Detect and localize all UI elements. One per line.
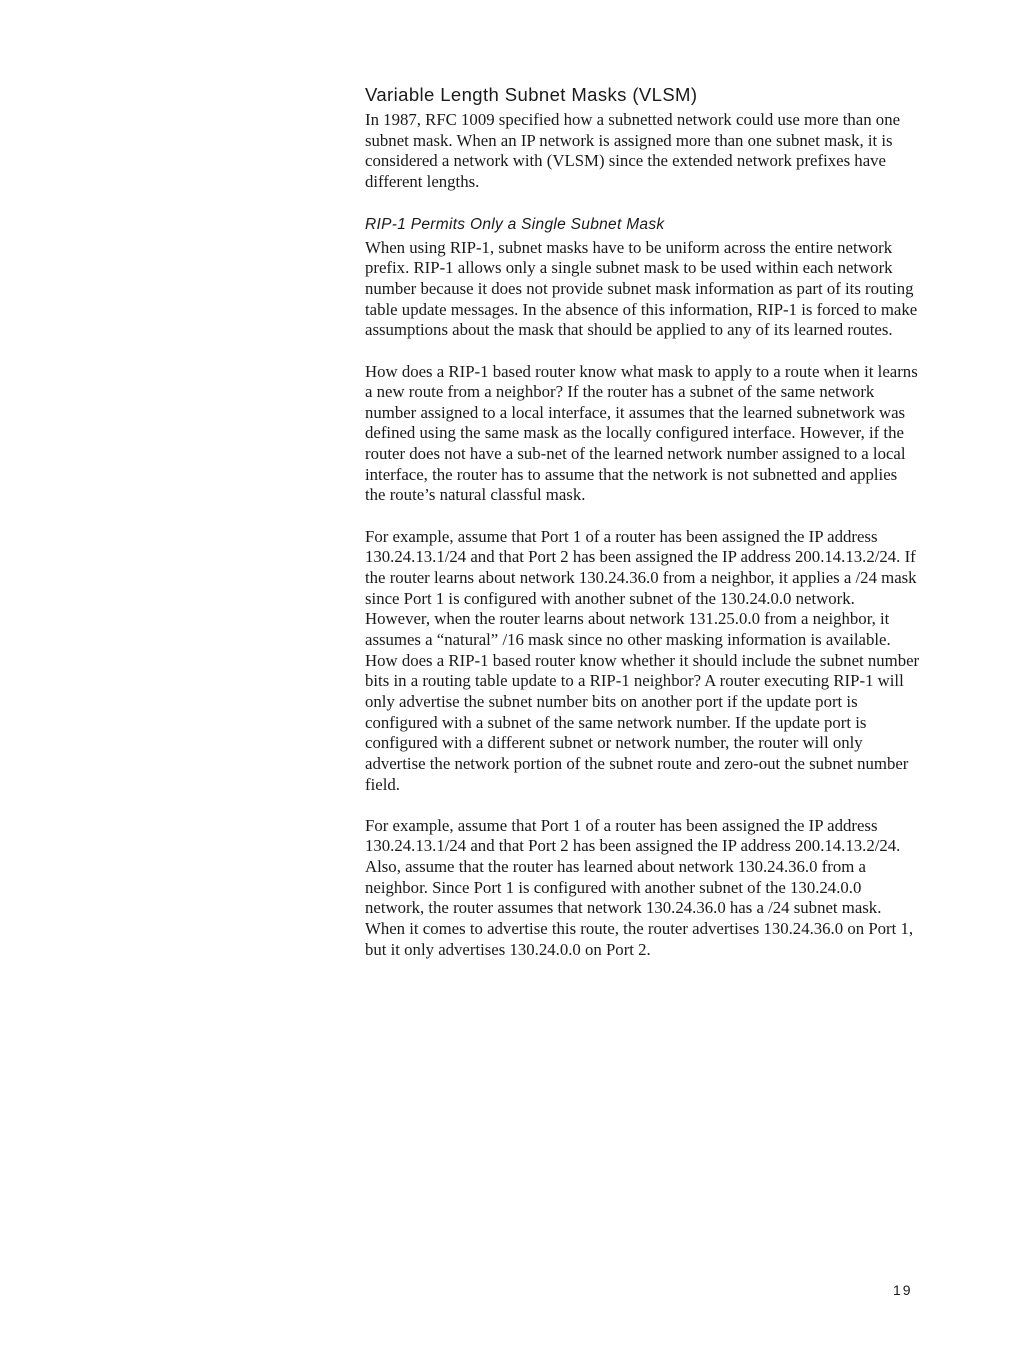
page-number: 19: [893, 1282, 913, 1298]
body-paragraph-4: For example, assume that Port 1 of a router has been assigned the IP address 130.24.13.1/24 and that Port 2 has been assigned the IP address 200.14.13.2/24. Also, assume that the router has learned about network 130.24.36.0 from a neighbor. Since Port 1 is configured with another subnet of the 130.24.0.0 network, the router assumes that network 130.24.36.0 has a /24 subnet mask. When it comes to advertise this route, the router advertises 130.24.36.0 on Port 1, but it only advertises 130.24.0.0 on Port 2.: [365, 815, 914, 959]
intro-paragraph: In 1987, RFC 1009 specified how a subnetted network could use more than one subnet mask. When an IP network is assigned more than one subnet mask, it is considered a network with (VLSM) since the extended network prefixes have different lengths.: [365, 110, 901, 191]
spacer: [365, 506, 921, 527]
section-heading: Variable Length Subnet Masks (VLSM): [365, 84, 698, 105]
body-paragraph-3: For example, assume that Port 1 of a router has been assigned the IP address 130.24.13.1/24 and that Port 2 has been assigned the IP address 200.14.13.2/24. If the router learns about network 130.24.36.0 from a neighbor, it applies a /24 mask since Port 1 is configured with another subnet of the 130.24.0.0 network. However, when the router learns about network 131.25.0.0 from a neighbor, it assumes a “natural” /16 mask since no other masking information is available. How does a RIP-1 based router know whether it should include the subnet number bits in a routing table update to a RIP-1 neighbor? A router executing RIP-1 will only advertise the subnet number bits on another port if the update port is configured with a subnet of the same network number. If the update port is configured with a different subnet or network number, the router will only advertise the network portion of the subnet route and zero-out the subnet number field.: [365, 526, 920, 794]
body-paragraph-2: How does a RIP-1 based router know what mask to apply to a route when it learns a new route from a neighbor? If the router has a subnet of the same network number assigned to a local interface, it assumes that the learned subnetwork was defined using the same mask as the locally configured interface. However, if the router does not have a sub-net of the learned network number assigned to a local interface, the router has to assume that the network is not subnetted and applies the route’s natural classful mask.: [365, 361, 918, 505]
spacer: [365, 193, 921, 214]
subsection-heading: RIP-1 Permits Only a Single Subnet Mask: [365, 215, 665, 233]
spacer: [365, 795, 921, 816]
body-paragraph-1: When using RIP-1, subnet masks have to be uniform across the entire network prefix. RIP-1 allows only a single subnet mask to be used within each network number because it does not provide subnet mask information as part of its routing table update messages. In the absence of this information, RIP-1 is forced to make assumptions about the mask that should be applied to any of its learned routes.: [365, 237, 918, 340]
page-content: [365, 83, 921, 960]
spacer: [365, 341, 921, 362]
